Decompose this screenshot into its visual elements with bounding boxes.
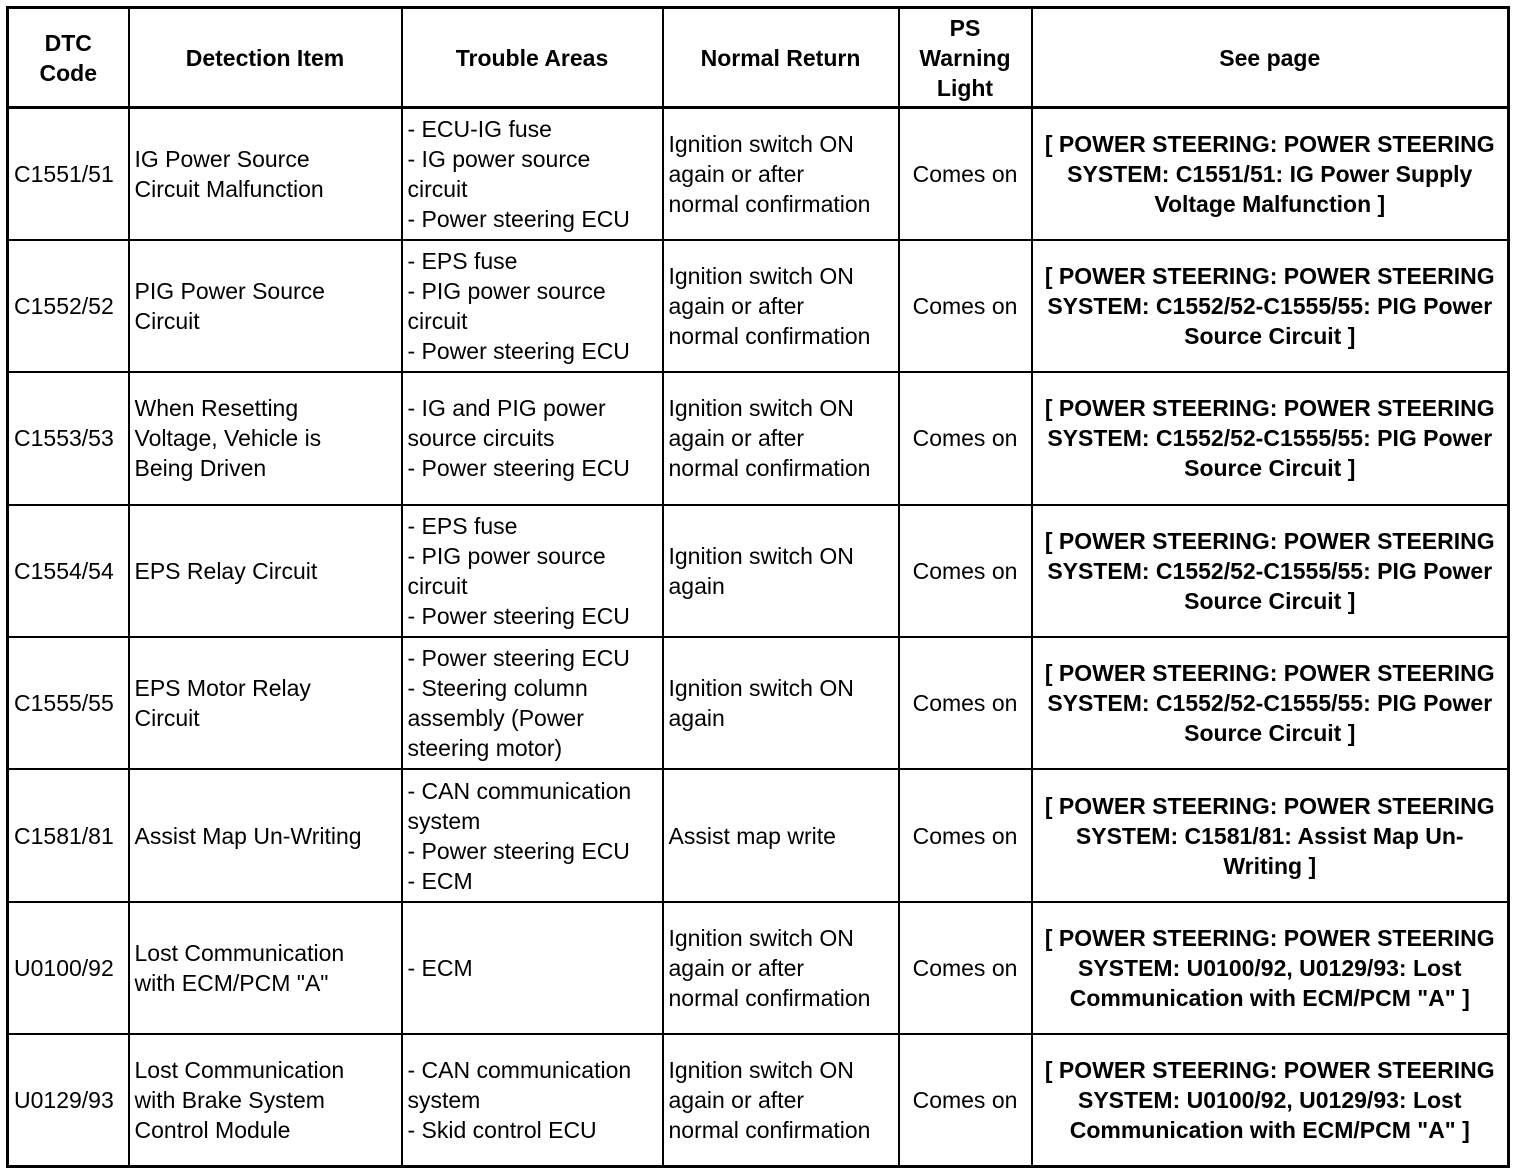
- see-page-cell: [ POWER STEERING: POWER STEERING SYSTEM: C1552/52-C1555/55: PIG Power Source Circuit ]: [1032, 240, 1509, 372]
- table-row: [8, 769, 1509, 901]
- normal-return-cell: [663, 637, 899, 769]
- detection-item-cell: [129, 769, 402, 901]
- dtc-code-cell: C1554/54: [8, 505, 129, 637]
- detection-item-cell-line: EPS Motor Relay: [134, 675, 311, 702]
- dtc-code-cell: C1581/81: [8, 769, 129, 901]
- normal-return-cell: [663, 372, 899, 504]
- detection-item-cell-line: Lost Communication: [134, 939, 345, 966]
- detection-item-cell-line: with Brake System: [134, 1087, 325, 1114]
- normal-return-cell-line: normal confirmation: [668, 455, 871, 482]
- detection-item-cell-line: Control Module: [134, 1117, 291, 1144]
- trouble-areas-cell-line: - EPS fuse: [407, 248, 518, 275]
- header-dtc-code-line: DTC: [44, 29, 92, 56]
- trouble-areas-cell-line: - Power steering ECU: [407, 338, 630, 365]
- ps-warning-light-cell: Comes on: [899, 240, 1032, 372]
- trouble-areas-cell: [402, 1034, 663, 1166]
- normal-return-cell-line: normal confirmation: [668, 190, 871, 217]
- trouble-areas-cell: [402, 240, 663, 372]
- header-dtc-code: [8, 8, 129, 108]
- normal-return-cell: [663, 769, 899, 901]
- table-body: [8, 108, 1509, 1167]
- dtc-code-cell: C1553/53: [8, 372, 129, 504]
- see-page-cell: [ POWER STEERING: POWER STEERING SYSTEM: C1581/81: Assist Map Un-Writing ]: [1032, 769, 1509, 901]
- detection-item-cell: [129, 505, 402, 637]
- detection-item-cell: [129, 637, 402, 769]
- normal-return-cell-line: again or after: [668, 160, 805, 187]
- normal-return-cell: [663, 108, 899, 240]
- normal-return-cell: [663, 902, 899, 1034]
- dtc-code-cell: C1555/55: [8, 637, 129, 769]
- dtc-code-cell: C1552/52: [8, 240, 129, 372]
- table-row: [8, 637, 1509, 769]
- see-page-cell: [ POWER STEERING: POWER STEERING SYSTEM: C1551/51: IG Power Supply Voltage Malfunction ]: [1032, 108, 1509, 240]
- header-ps-warning-light-line: PS: [949, 14, 981, 41]
- header-normal-return: Normal Return: [663, 8, 899, 108]
- header-row: [8, 8, 1509, 108]
- trouble-areas-cell-line: - Power steering ECU: [407, 645, 630, 672]
- header-detection-item: Detection Item: [129, 8, 402, 108]
- normal-return-cell-line: again or after: [668, 1087, 805, 1114]
- normal-return-cell-line: Ignition switch ON: [668, 395, 854, 422]
- table-row: [8, 1034, 1509, 1166]
- trouble-areas-cell-line: steering motor): [407, 735, 563, 762]
- detection-item-cell: [129, 372, 402, 504]
- detection-item-cell-line: Circuit: [134, 705, 200, 732]
- detection-item-cell-line: Circuit: [134, 308, 200, 335]
- normal-return-cell: [663, 240, 899, 372]
- trouble-areas-cell: [402, 902, 663, 1034]
- normal-return-cell-line: Ignition switch ON: [668, 130, 854, 157]
- trouble-areas-cell-line: system: [407, 1087, 481, 1114]
- see-page-cell: [ POWER STEERING: POWER STEERING SYSTEM: C1552/52-C1555/55: PIG Power Source Circuit ]: [1032, 505, 1509, 637]
- detection-item-cell-line: Circuit Malfunction: [134, 175, 324, 202]
- normal-return-cell: [663, 505, 899, 637]
- normal-return-cell-line: normal confirmation: [668, 323, 871, 350]
- header-trouble-areas: Trouble Areas: [402, 8, 663, 108]
- trouble-areas-cell-line: - Power steering ECU: [407, 602, 630, 629]
- header-ps-warning-light: [899, 8, 1032, 108]
- trouble-areas-cell-line: - CAN communication: [407, 777, 632, 804]
- table-row: [8, 240, 1509, 372]
- trouble-areas-cell-line: circuit: [407, 572, 468, 599]
- header-dtc-code-line: Code: [39, 59, 97, 86]
- trouble-areas-cell-line: circuit: [407, 308, 468, 335]
- trouble-areas-cell-line: - Skid control ECU: [407, 1117, 597, 1144]
- normal-return-cell-line: Ignition switch ON: [668, 263, 854, 290]
- trouble-areas-cell-line: - ECM: [407, 954, 473, 981]
- see-page-cell: [ POWER STEERING: POWER STEERING SYSTEM: U0100/92, U0129/93: Lost Communication with ECM/PCM "A" ]: [1032, 1034, 1509, 1166]
- ps-warning-light-cell: Comes on: [899, 637, 1032, 769]
- see-page-cell: [ POWER STEERING: POWER STEERING SYSTEM: U0100/92, U0129/93: Lost Communication with ECM/PCM "A" ]: [1032, 902, 1509, 1034]
- detection-item-cell-line: Assist Map Un-Writing: [134, 822, 362, 849]
- table-row: [8, 108, 1509, 240]
- normal-return-cell-line: again or after: [668, 293, 805, 320]
- normal-return-cell-line: Ignition switch ON: [668, 542, 854, 569]
- trouble-areas-cell: [402, 637, 663, 769]
- trouble-areas-cell-line: - IG and PIG power: [407, 395, 606, 422]
- ps-warning-light-cell: Comes on: [899, 769, 1032, 901]
- dtc-code-cell: U0100/92: [8, 902, 129, 1034]
- see-page-cell: [ POWER STEERING: POWER STEERING SYSTEM: C1552/52-C1555/55: PIG Power Source Circuit ]: [1032, 372, 1509, 504]
- trouble-areas-cell: [402, 372, 663, 504]
- trouble-areas-cell-line: - Power steering ECU: [407, 205, 630, 232]
- normal-return-cell-line: again or after: [668, 954, 805, 981]
- detection-item-cell-line: Being Driven: [134, 455, 267, 482]
- table-row: [8, 505, 1509, 637]
- normal-return-cell-line: again or after: [668, 425, 805, 452]
- trouble-areas-cell-line: source circuits: [407, 425, 555, 452]
- detection-item-cell-line: IG Power Source: [134, 145, 310, 172]
- trouble-areas-cell-line: - CAN communication: [407, 1057, 632, 1084]
- ps-warning-light-cell: Comes on: [899, 108, 1032, 240]
- trouble-areas-cell-line: - Power steering ECU: [407, 455, 630, 482]
- detection-item-cell: [129, 240, 402, 372]
- trouble-areas-cell-line: - IG power source: [407, 145, 591, 172]
- normal-return-cell-line: again: [668, 572, 725, 599]
- normal-return-cell-line: Ignition switch ON: [668, 924, 854, 951]
- detection-item-cell: [129, 1034, 402, 1166]
- trouble-areas-cell-line: - EPS fuse: [407, 512, 518, 539]
- trouble-areas-cell-line: circuit: [407, 175, 468, 202]
- table-row: [8, 372, 1509, 504]
- detection-item-cell-line: EPS Relay Circuit: [134, 557, 318, 584]
- trouble-areas-cell-line: - ECM: [407, 867, 473, 894]
- normal-return-cell-line: Assist map write: [668, 822, 836, 849]
- header-ps-warning-light-line: Light: [936, 74, 994, 101]
- detection-item-cell-line: When Resetting: [134, 395, 299, 422]
- header-see-page: See page: [1032, 8, 1509, 108]
- trouble-areas-cell: [402, 769, 663, 901]
- detection-item-cell-line: with ECM/PCM "A": [134, 969, 329, 996]
- normal-return-cell-line: again: [668, 705, 725, 732]
- ps-warning-light-cell: Comes on: [899, 505, 1032, 637]
- normal-return-cell-line: normal confirmation: [668, 984, 871, 1011]
- see-page-cell: [ POWER STEERING: POWER STEERING SYSTEM: C1552/52-C1555/55: PIG Power Source Circuit ]: [1032, 637, 1509, 769]
- trouble-areas-cell-line: - PIG power source: [407, 542, 606, 569]
- detection-item-cell: [129, 108, 402, 240]
- trouble-areas-cell-line: - Steering column: [407, 675, 588, 702]
- detection-item-cell: [129, 902, 402, 1034]
- trouble-areas-cell: [402, 108, 663, 240]
- normal-return-cell-line: Ignition switch ON: [668, 1057, 854, 1084]
- ps-warning-light-cell: Comes on: [899, 1034, 1032, 1166]
- trouble-areas-cell-line: - PIG power source: [407, 278, 606, 305]
- dtc-table: [6, 6, 1510, 1168]
- trouble-areas-cell-line: - Power steering ECU: [407, 837, 630, 864]
- header-ps-warning-light-line: Warning: [919, 44, 1011, 71]
- ps-warning-light-cell: Comes on: [899, 372, 1032, 504]
- trouble-areas-cell-line: assembly (Power: [407, 705, 584, 732]
- normal-return-cell-line: normal confirmation: [668, 1117, 871, 1144]
- dtc-code-cell: U0129/93: [8, 1034, 129, 1166]
- table-row: [8, 902, 1509, 1034]
- detection-item-cell-line: PIG Power Source: [134, 278, 325, 305]
- trouble-areas-cell-line: system: [407, 807, 481, 834]
- ps-warning-light-cell: Comes on: [899, 902, 1032, 1034]
- dtc-code-cell: C1551/51: [8, 108, 129, 240]
- detection-item-cell-line: Voltage, Vehicle is: [134, 425, 322, 452]
- trouble-areas-cell-line: - ECU-IG fuse: [407, 115, 552, 142]
- detection-item-cell-line: Lost Communication: [134, 1057, 345, 1084]
- trouble-areas-cell: [402, 505, 663, 637]
- normal-return-cell: [663, 1034, 899, 1166]
- normal-return-cell-line: Ignition switch ON: [668, 675, 854, 702]
